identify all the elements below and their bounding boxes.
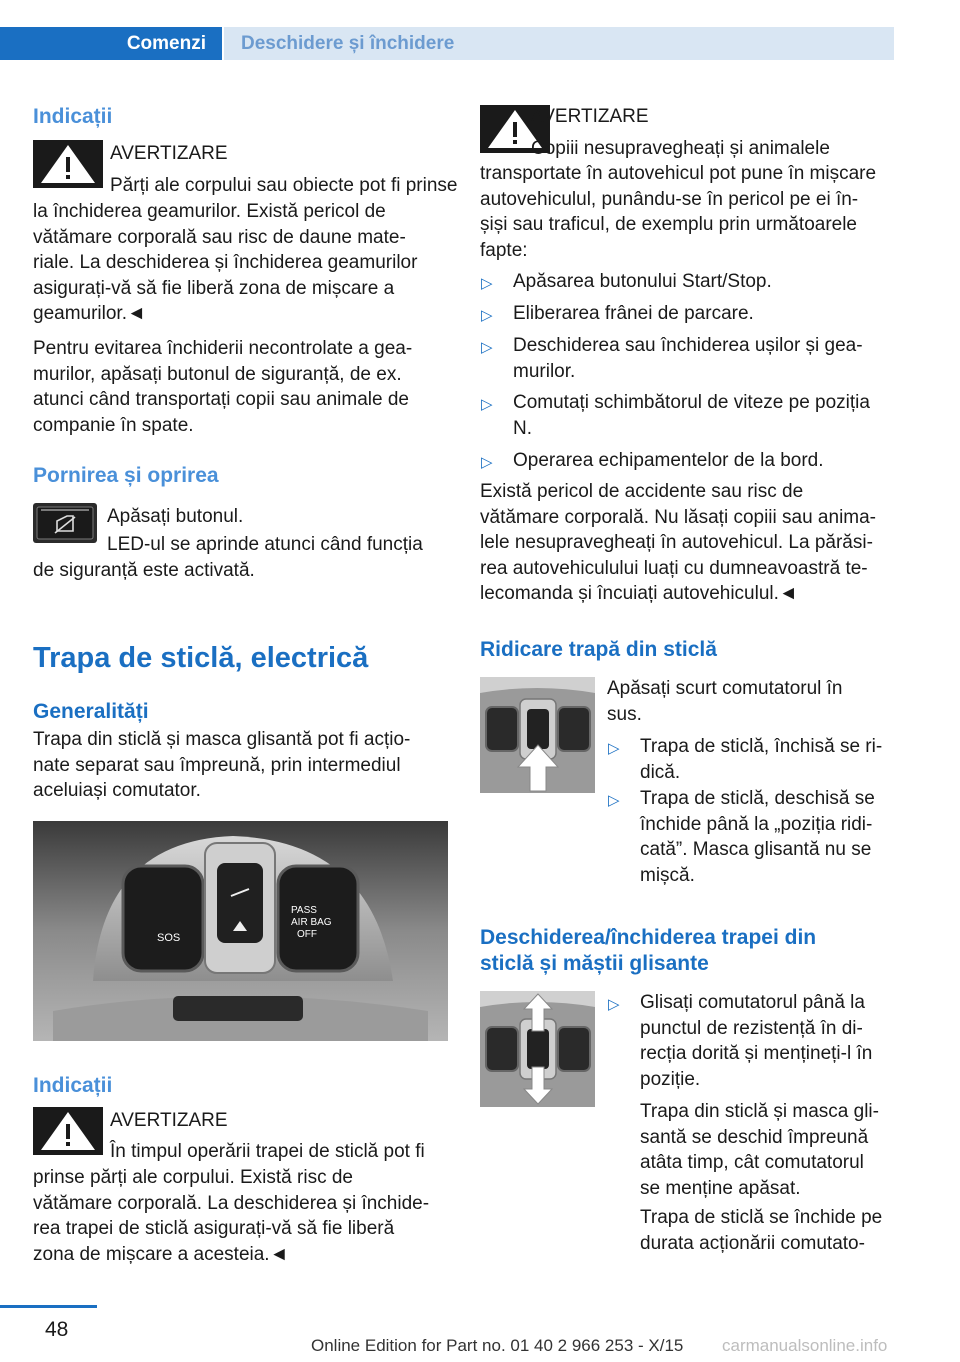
- heading-trapa-sticla: Trapa de sticlă, electrică: [33, 642, 369, 674]
- deschidere-paragraph-2: Trapa de sticlă se închide pe durata acționării comutato-: [640, 1207, 883, 1254]
- warning-text-1-l1: Părți ale corpului sau obiecte pot fi prinse: [110, 175, 458, 196]
- heading-pornire-oprire: Pornirea și oprirea: [33, 464, 219, 487]
- bullet-icon: ▷: [608, 740, 620, 757]
- list-item: Operarea echipamentelor de la bord.: [513, 450, 824, 471]
- heading-indicatii-2: Indicații: [33, 1074, 113, 1097]
- heading-ridicare-trapa: Ridicare trapă din sticlă: [480, 638, 717, 661]
- edition-text: Online Edition for Part no. 01 40 2 966 253 - X/15: [311, 1336, 684, 1355]
- tab-comenzi[interactable]: Comenzi: [0, 27, 222, 60]
- bullet-icon: ▷: [608, 792, 620, 809]
- warning-text-3-l1: Copiii nesupravegheați și animalele: [531, 138, 830, 159]
- warning-title-2: AVERTIZARE: [110, 1110, 228, 1131]
- list-item: Eliberarea frânei de parcare.: [513, 303, 754, 324]
- warning-text-1-rest: la închiderea geamurilor. Există pericol de vătămare corporală sau risc de daune mate- riale. La deschiderea și închiderea geamurilor asigurați-vă să fie liberă zona de mișcare a geamurilor.◄: [33, 201, 418, 324]
- pornire-text-1: Apăsați butonul.: [107, 506, 244, 527]
- pornire-text-3: de siguranță este activată.: [33, 560, 255, 581]
- warning-text-3-rest: transportate în autovehicul pot pune în mișcare autovehiculul, punându-se în pericol pe ei în- șiși sau traficul, de exemplu prin următoarele fapte:: [480, 163, 877, 261]
- switch-photo-tilt: [480, 677, 595, 793]
- bullet-icon: ▷: [481, 307, 493, 324]
- footer-rule: [0, 1305, 97, 1308]
- heading-generalitati: Generalități: [33, 700, 149, 723]
- bullet-icon: ▷: [608, 996, 620, 1013]
- warning-text-2-l1: În timpul operării trapei de sticlă pot fi: [110, 1141, 425, 1162]
- paragraph-generalitati: Trapa din sticlă și masca glisantă pot fi acțio- nate separat sau împreună, prin intermediul aceluiași comutator.: [33, 729, 411, 801]
- paragraph-evitare: Pentru evitarea închiderii necontrolate a gea- murilor, apăsați butonul de siguranță, de ex. atunci când transportați copii sau animale de companie în spate.: [33, 338, 413, 436]
- watermark: carmanualsonline.info: [722, 1336, 888, 1355]
- list-item: Trapa de sticlă, închisă se ri- dică.: [640, 736, 883, 783]
- off-label: OFF: [297, 929, 317, 940]
- heading-indicatii-1: Indicații: [33, 105, 113, 128]
- deschidere-paragraph-1: Trapa din sticlă și masca gli- santă se deschid împreună atâta timp, cât comutatorul se menține apăsat.: [640, 1101, 879, 1199]
- bullet-icon: ▷: [481, 339, 493, 356]
- ridicare-text: Apăsați scurt comutatorul în sus.: [607, 678, 843, 725]
- window-lock-button-icon: [33, 503, 97, 543]
- list-item: Apăsarea butonului Start/Stop.: [513, 271, 772, 292]
- warning-title-3: AVERTIZARE: [531, 106, 649, 127]
- bullet-icon: ▷: [481, 275, 493, 292]
- page-number: 48: [45, 1318, 69, 1341]
- list-item: Comutați schimbătorul de viteze pe poziția N.: [513, 392, 870, 439]
- page-header: [0, 0, 960, 62]
- list-item: Glisați comutatorul până la punctul de rezistență în di- recția dorită și mențineți-l în poziție.: [640, 992, 873, 1090]
- overhead-console-photo: [33, 821, 448, 1041]
- switch-photo-slide: [480, 991, 595, 1107]
- airbag-label: AIR BAG: [291, 917, 332, 928]
- warning-icon: [33, 140, 103, 188]
- sos-label: SOS: [157, 932, 181, 944]
- tab-deschidere-inchidere[interactable]: Deschidere și închidere: [224, 27, 894, 60]
- list-item: Deschiderea sau închiderea ușilor și gea- murilor.: [513, 335, 863, 382]
- paragraph-pericol: Există pericol de accidente sau risc de vătămare corporală. Nu lăsați copiii sau anima- lele nesupravegheați în autovehicul. La părăsi- rea autovehiculului luați cu dumneavoastră te- lecomanda și încuiați autovehiculul.◄: [480, 481, 877, 604]
- heading-deschidere-inchidere-trapa: Deschiderea/închiderea trapei din sticlă și măștii glisante: [480, 926, 817, 975]
- pass-label: PASS: [291, 905, 317, 916]
- warning-title: AVERTIZARE: [110, 143, 228, 164]
- list-item: Trapa de sticlă, deschisă se închide până la „poziția ridi- cată”. Masca glisantă nu se mișcă.: [640, 788, 875, 886]
- pornire-text-2: LED-ul se aprinde atunci când funcția: [107, 534, 423, 555]
- warning-icon: [33, 1107, 103, 1155]
- bullet-icon: ▷: [481, 396, 493, 413]
- bullet-icon: ▷: [481, 454, 493, 471]
- warning-text-2-rest: prinse părți ale corpului. Există risc de vătămare corporală. La deschiderea și închide- rea trapei de sticlă asigurați-vă să fie liberă zona de mișcare a acesteia.◄: [33, 1167, 430, 1265]
